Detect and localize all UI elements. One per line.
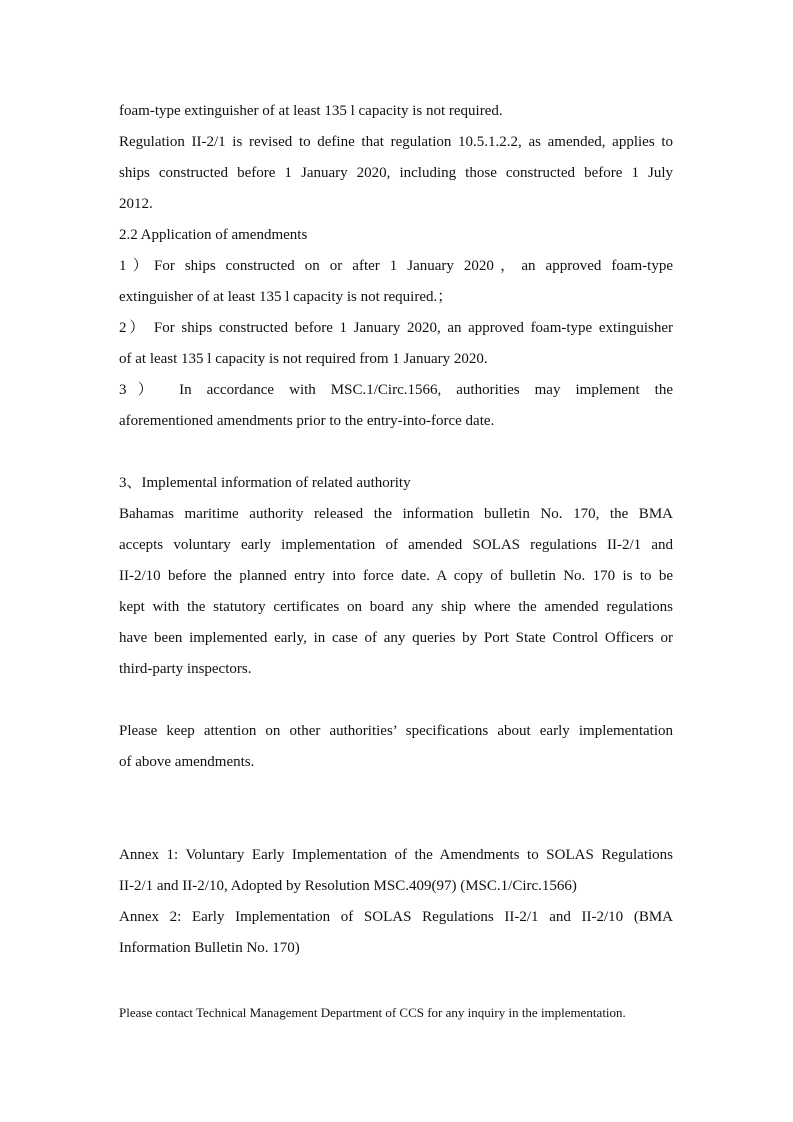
text-line: II-2/10 before the planned entry into force date. A copy of bulletin No. 170 is to be [119,568,673,584]
text-line: 2012. [119,196,153,212]
section2-intro [119,96,673,220]
section-heading: 2.2 Application of amendments [119,227,308,243]
paragraph-spacer [119,778,673,840]
paragraph-spacer [119,437,673,468]
text-line: accepts voluntary early implementation of amended SOLAS regulations II-2/1 and [119,537,673,553]
section-3 [119,468,673,685]
list-item: 3） In accordance with MSC.1/Circ.1566, authorities may implement the [119,382,673,398]
text-line: third-party inspectors. [119,661,252,677]
text-line: foam-type extinguisher of at least 135 l capacity is not required. [119,103,503,119]
text-line: of above amendments. [119,754,255,770]
annex-item: Annex 1: Voluntary Early Implementation of the Amendments to SOLAS Regulations [119,847,673,863]
paragraph-spacer [119,685,673,716]
annex-list [119,840,673,964]
list-item-continuation: aforementioned amendments prior to the entry-into-force date. [119,413,495,429]
section-2-2 [119,220,673,437]
text-line: Regulation II-2/1 is revised to define that regulation 10.5.1.2.2, as amended, applies to [119,134,673,150]
text-line: kept with the statutory certificates on board any ship where the amended regulations [119,599,673,615]
list-item-continuation: extinguisher of at least 135 l capacity is not required.； [119,289,453,305]
text-line: Bahamas maritime authority released the information bulletin No. 170, the BMA [119,506,673,522]
annex-item: Annex 2: Early Implementation of SOLAS Regulations II-2/1 and II-2/10 (BMA [119,909,673,925]
list-item-continuation: of at least 135 l capacity is not required from 1 January 2020. [119,351,488,367]
list-item: 2） For ships constructed before 1 January 2020, an approved foam-type extinguisher [119,320,673,336]
text-line: have been implemented early, in case of any queries by Port State Control Officers or [119,630,673,646]
section-heading: 3、Implemental information of related authority [119,475,411,491]
text-line: ships constructed before 1 January 2020, including those constructed before 1 July [119,165,673,181]
list-item: 1）For ships constructed on or after 1 January 2020，an approved foam-type [119,258,673,274]
paragraph-spacer [119,964,673,997]
annex-item-continuation: II-2/1 and II-2/10, Adopted by Resolution MSC.409(97) (MSC.1/Circ.1566) [119,878,577,894]
document-body [119,96,673,1028]
contact-note: Please contact Technical Management Department of CCS for any inquiry in the implementation. [119,1005,626,1020]
attention-paragraph [119,716,673,778]
text-line: Please keep attention on other authorities’ specifications about early implementation [119,723,673,739]
annex-item-continuation: Information Bulletin No. 170) [119,940,300,956]
